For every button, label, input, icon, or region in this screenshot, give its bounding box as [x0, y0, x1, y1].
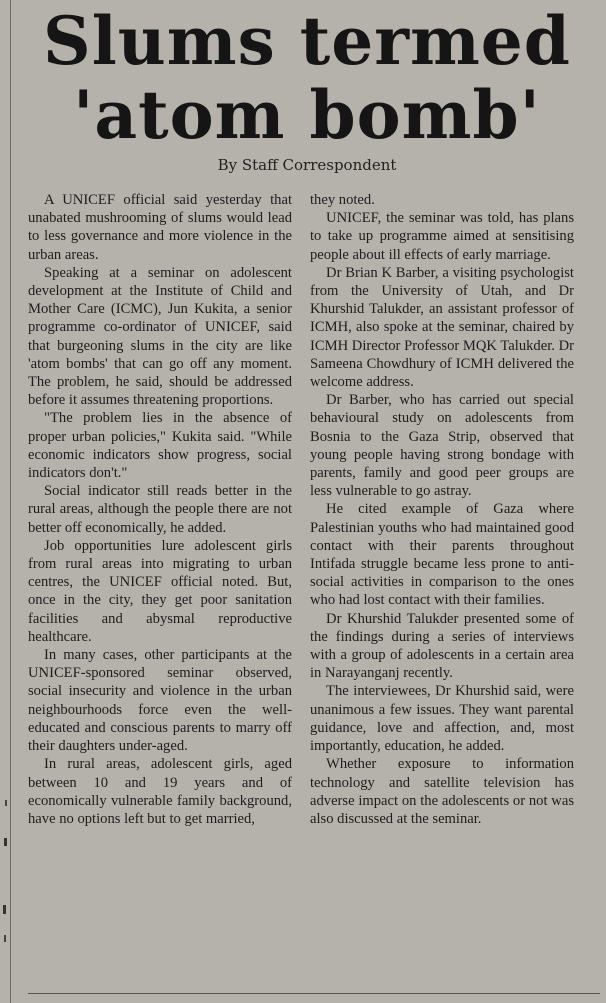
headline-line-2: 'atom bomb'	[73, 76, 541, 154]
paragraph: UNICEF, the seminar was told, has plans to take up programme aimed at sensitising people about ill effects of early marriage.	[310, 210, 574, 263]
paragraph: "The problem lies in the absence of proper urban policies," Kukita said. "While economic indicators show progress, social indicators don't."	[28, 410, 292, 482]
edge-print-marks	[0, 0, 10, 1003]
paragraph-continuation: they noted.	[310, 192, 375, 208]
paragraph: Social indicator still reads better in the rural areas, although the people there are not better off economically, he added.	[28, 483, 292, 536]
article-column-left	[28, 191, 292, 828]
article-column-right	[310, 191, 574, 828]
paragraph: In many cases, other participants at the UNICEF-sponsored seminar observed, social insecurity and violence in the urban neighbourhoods force even the well-educated and conscious parents to marry off their daughters under-aged.	[28, 647, 292, 755]
paragraph: Job opportunities lure adolescent girls from rural areas into migrating to urban centres, the UNICEF official noted. But, once in the city, they get poor sanitation facilities and abysmal reproductive healthcare.	[28, 537, 292, 645]
paragraph: A UNICEF official said yesterday that unabated mushrooming of slums would lead to less governance and more violence in the urban areas.	[28, 192, 292, 263]
paragraph: Dr Khurshid Talukder presented some of the findings during a series of interviews with a group of adolescents in a certain area in Narayanganj recently.	[310, 610, 574, 682]
paragraph: In rural areas, adolescent girls, aged between 10 and 19 years and of economically vulnerable family background, have no options left but to get married,	[28, 756, 292, 827]
paragraph: Dr Brian K Barber, a visiting psychologist from the University of Utah, and Dr Khurshid Talukder, an assistant professor of ICMH, also spoke at the seminar, chaired by ICMH Director Professor MQK Talukder. Dr Sameena Chowdhury of ICMH delivered the welcome address.	[310, 264, 574, 391]
page-edge-rule	[10, 0, 11, 1003]
byline: By Staff Correspondent	[217, 156, 397, 174]
paragraph: He cited example of Gaza where Palestinian youths who had maintained good contact with their parents throughout Intifada struggle became less prone to anti-social activities in comparison to the ones who had lost contact with their families.	[310, 501, 574, 609]
headline-line-1: Slums termed	[43, 2, 571, 80]
headline	[14, 4, 600, 152]
paragraph: Dr Barber, who has carried out special behavioural study on adolescents from Bosnia to the Gaza Strip, observed that young people having strong bondage with parents, family and good peer groups are less vulnerable to go astray.	[310, 392, 574, 500]
bottom-rule	[28, 993, 600, 994]
paragraph: The interviewees, Dr Khurshid said, were unanimous a few issues. They want parental guidance, love and affection, and, most importantly, education, he added.	[310, 683, 574, 755]
paragraph: Whether exposure to information technology and satellite television has adverse impact on the adolescents or not was also discussed at the seminar.	[310, 756, 574, 827]
paragraph: Speaking at a seminar on adolescent development at the Institute of Child and Mother Care (ICMC), Jun Kukita, a senior programme co-ordinator of UNICEF, said that burgeoning slums in the city are like 'atom bombs' that can go off any moment. The problem, he said, should be addressed before it assumes threatening proportions.	[28, 264, 292, 409]
